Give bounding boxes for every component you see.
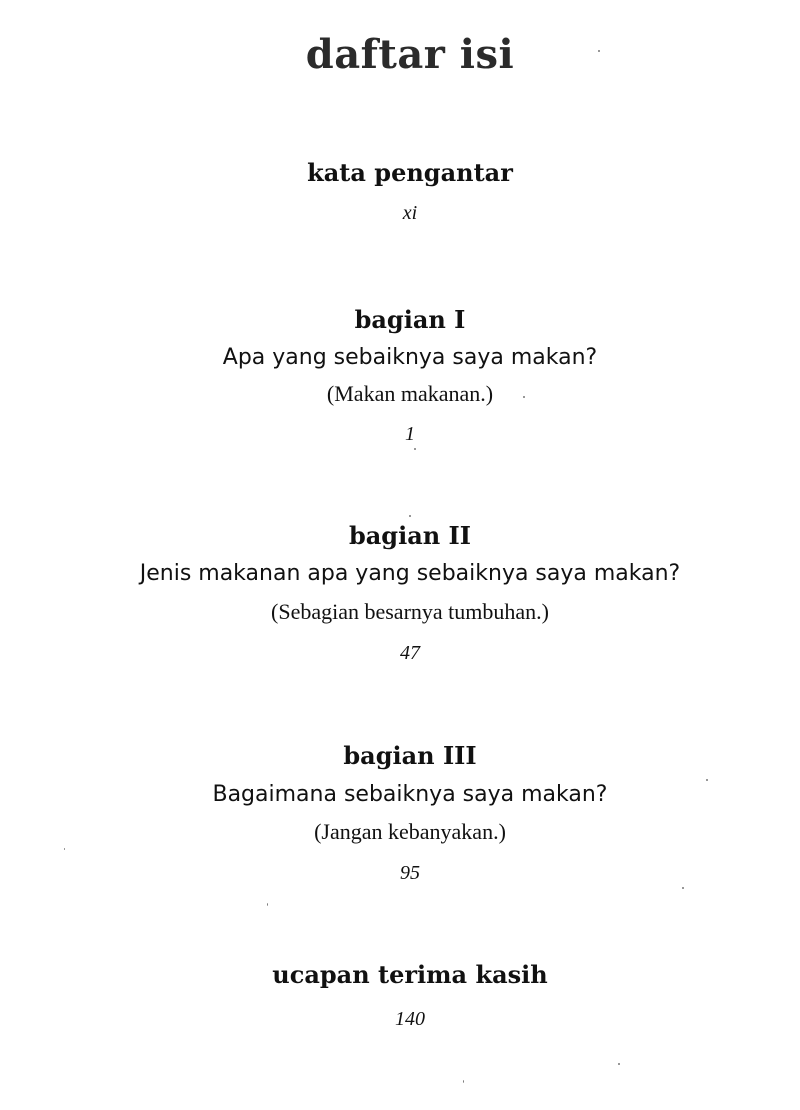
page-title: daftar isi xyxy=(305,31,515,78)
entry-page-number: xi xyxy=(402,202,418,224)
scan-speck xyxy=(463,1080,464,1083)
entry-question: Jenis makanan apa yang sebaiknya saya makan? xyxy=(139,561,681,586)
entry-heading-bagian-3: bagian III xyxy=(343,741,477,770)
entry-question: Bagaimana sebaiknya saya makan? xyxy=(212,782,608,807)
scan-speck xyxy=(598,50,600,52)
entry-page-number: 140 xyxy=(395,1008,425,1030)
entry-heading-kata-pengantar: kata pengantar xyxy=(307,158,513,187)
scan-speck xyxy=(523,396,525,398)
entry-answer: (Makan makanan.) xyxy=(326,381,494,406)
scan-speck xyxy=(409,515,411,517)
entry-question: Apa yang sebaiknya saya makan? xyxy=(222,345,598,370)
entry-heading-ucapan-terima-kasih: ucapan terima kasih xyxy=(272,960,548,989)
entry-heading-bagian-1: bagian I xyxy=(354,305,466,334)
entry-answer: (Sebagian besarnya tumbuhan.) xyxy=(271,599,549,624)
scan-speck xyxy=(706,779,708,781)
scan-speck xyxy=(682,887,684,889)
entry-page-number: 95 xyxy=(400,862,420,884)
scan-speck xyxy=(64,848,65,850)
scan-speck xyxy=(267,903,268,906)
entry-heading-bagian-2: bagian II xyxy=(348,521,472,550)
entry-page-number: 1 xyxy=(405,423,415,445)
entry-answer: (Jangan kebanyakan.) xyxy=(314,819,506,844)
scan-speck xyxy=(618,1063,620,1065)
scan-speck xyxy=(414,448,416,450)
entry-page-number: 47 xyxy=(400,642,420,664)
